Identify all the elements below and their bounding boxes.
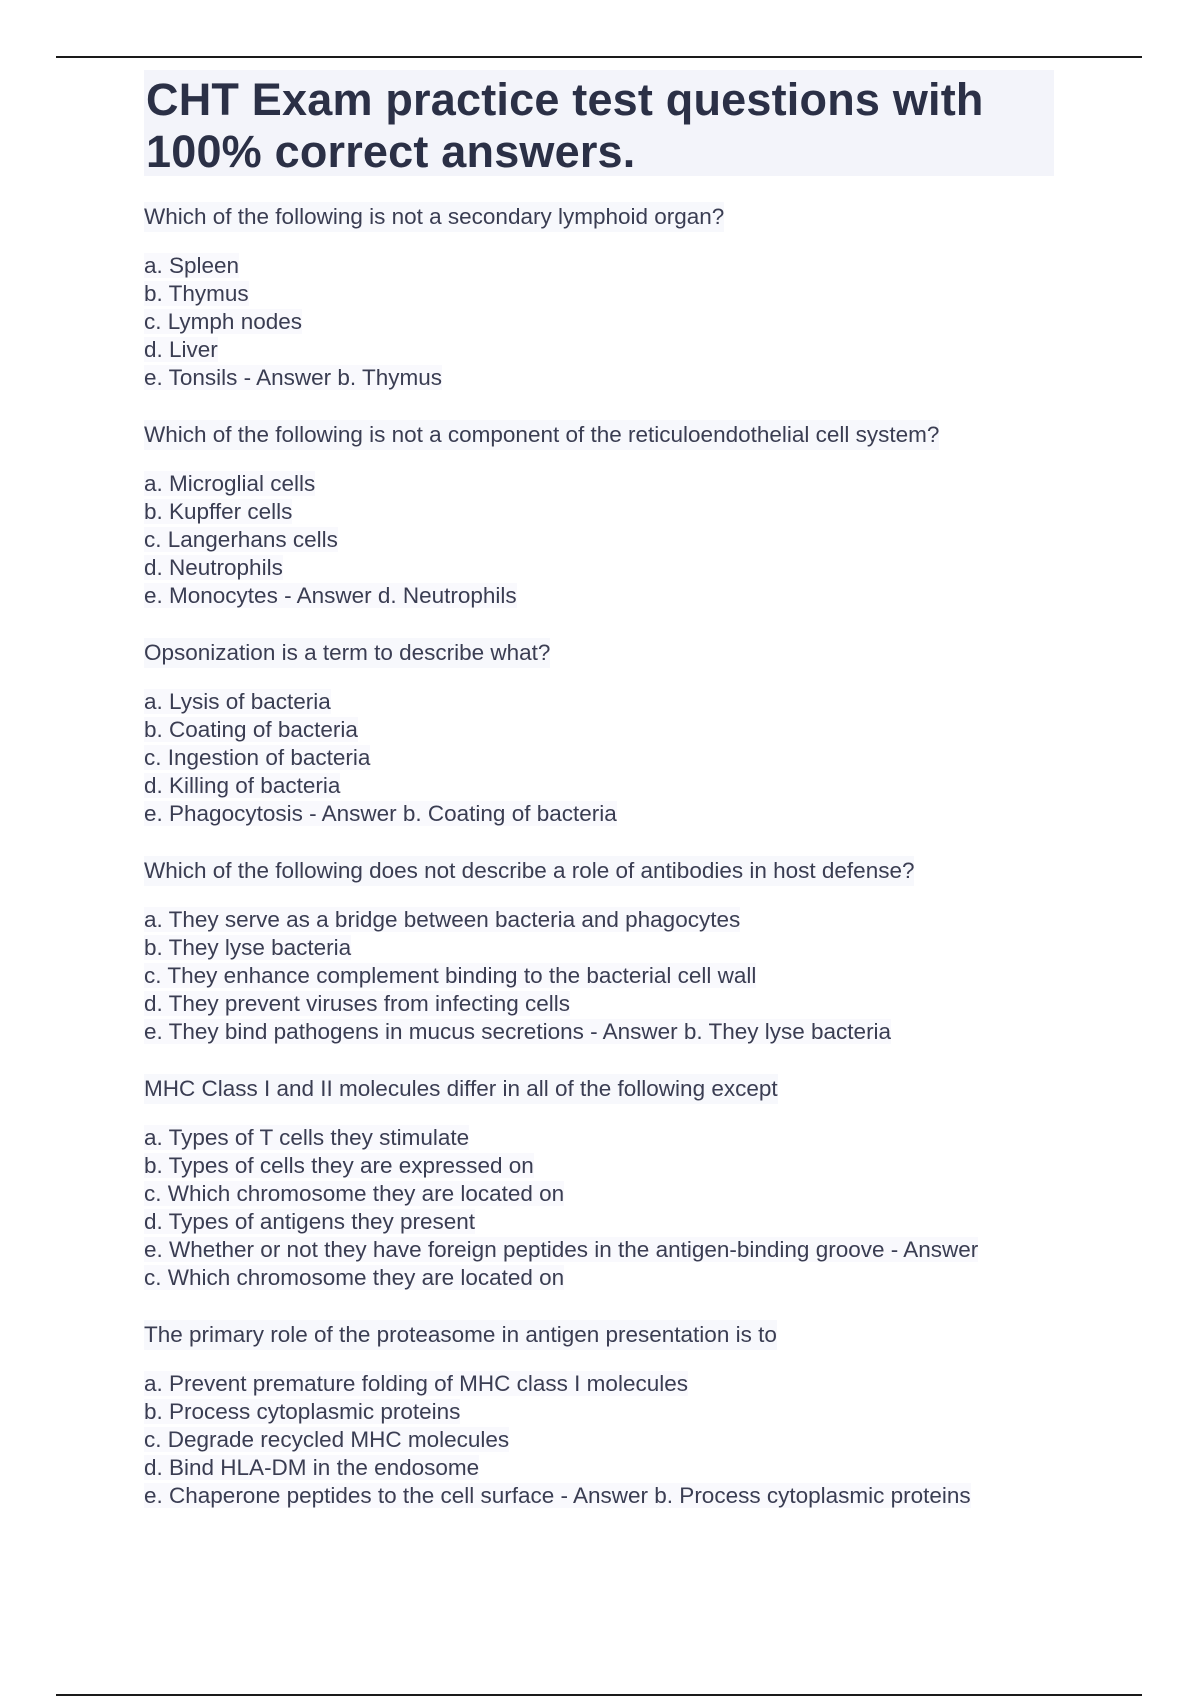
option-item bbox=[144, 308, 1054, 336]
question-text: MHC Class I and II molecules differ in all of the following except bbox=[144, 1074, 778, 1104]
bottom-rule bbox=[56, 1694, 1142, 1696]
option-item bbox=[144, 716, 1054, 744]
option-text: d. Bind HLA-DM in the endosome bbox=[144, 1455, 480, 1480]
option-text: a. Lysis of bacteria bbox=[144, 689, 331, 714]
option-item bbox=[144, 582, 1054, 610]
question-block bbox=[144, 856, 1054, 1046]
question-text: Which of the following is not a component of the reticuloendothelial cell system? bbox=[144, 420, 939, 450]
question-block bbox=[144, 638, 1054, 828]
option-item bbox=[144, 526, 1054, 554]
option-item bbox=[144, 1124, 1054, 1152]
page-title: CHT Exam practice test questions with 100% correct answers. bbox=[146, 74, 984, 177]
option-item bbox=[144, 252, 1054, 280]
option-item bbox=[144, 336, 1054, 364]
question-text: Which of the following does not describe a role of antibodies in host defense? bbox=[144, 856, 914, 886]
question-block bbox=[144, 1320, 1054, 1510]
option-text: d. Liver bbox=[144, 337, 218, 362]
option-item bbox=[144, 906, 1054, 934]
question-text: Which of the following is not a secondary lymphoid organ? bbox=[144, 202, 724, 232]
option-item bbox=[144, 1152, 1054, 1180]
option-item bbox=[144, 990, 1054, 1018]
option-text: e. They bind pathogens in mucus secretions - Answer b. They lyse bacteria bbox=[144, 1019, 892, 1044]
option-text: c. Lymph nodes bbox=[144, 309, 303, 334]
option-text: a. They serve as a bridge between bacteria and phagocytes bbox=[144, 907, 741, 932]
question-text: The primary role of the proteasome in antigen presentation is to bbox=[144, 1320, 777, 1350]
question-block bbox=[144, 420, 1054, 610]
option-item bbox=[144, 498, 1054, 526]
option-text: d. Types of antigens they present bbox=[144, 1209, 476, 1234]
options-list bbox=[144, 1370, 1054, 1510]
option-item bbox=[144, 772, 1054, 800]
option-text: a. Spleen bbox=[144, 253, 240, 278]
options-list bbox=[144, 252, 1054, 392]
option-item bbox=[144, 1180, 1054, 1208]
option-item bbox=[144, 280, 1054, 308]
option-text: d. Neutrophils bbox=[144, 555, 283, 580]
option-text: c. Degrade recycled MHC molecules bbox=[144, 1427, 510, 1452]
option-item bbox=[144, 1264, 1054, 1292]
option-item bbox=[144, 1018, 1054, 1046]
option-text: c. Which chromosome they are located on bbox=[144, 1265, 565, 1290]
option-text: c. Which chromosome they are located on bbox=[144, 1181, 565, 1206]
option-text: e. Monocytes - Answer d. Neutrophils bbox=[144, 583, 517, 608]
top-rule bbox=[56, 56, 1142, 58]
option-item bbox=[144, 364, 1054, 392]
option-text: c. Langerhans cells bbox=[144, 527, 338, 552]
question-block bbox=[144, 202, 1054, 392]
option-text: b. Coating of bacteria bbox=[144, 717, 358, 742]
option-item bbox=[144, 744, 1054, 772]
option-text: a. Prevent premature folding of MHC class I molecules bbox=[144, 1371, 688, 1396]
option-item bbox=[144, 1426, 1054, 1454]
option-text: b. Thymus bbox=[144, 281, 249, 306]
option-item bbox=[144, 1482, 1054, 1510]
option-item bbox=[144, 934, 1054, 962]
option-text: e. Tonsils - Answer b. Thymus bbox=[144, 365, 443, 390]
title-block bbox=[144, 70, 1054, 176]
document-body bbox=[144, 70, 1054, 1538]
options-list bbox=[144, 1124, 1054, 1292]
question-text: Opsonization is a term to describe what? bbox=[144, 638, 550, 668]
option-text: a. Types of T cells they stimulate bbox=[144, 1125, 470, 1150]
options-list bbox=[144, 688, 1054, 828]
option-text: c. Ingestion of bacteria bbox=[144, 745, 371, 770]
option-item bbox=[144, 1454, 1054, 1482]
option-item bbox=[144, 962, 1054, 990]
option-text: a. Microglial cells bbox=[144, 471, 316, 496]
option-text: b. They lyse bacteria bbox=[144, 935, 352, 960]
option-item bbox=[144, 1236, 1054, 1264]
option-text: d. They prevent viruses from infecting cells bbox=[144, 991, 571, 1016]
option-text: e. Chaperone peptides to the cell surface - Answer b. Process cytoplasmic proteins bbox=[144, 1483, 971, 1508]
option-item bbox=[144, 688, 1054, 716]
option-text: e. Whether or not they have foreign peptides in the antigen-binding groove - Answer bbox=[144, 1237, 979, 1262]
option-item bbox=[144, 800, 1054, 828]
options-list bbox=[144, 906, 1054, 1046]
option-item bbox=[144, 470, 1054, 498]
option-item bbox=[144, 1398, 1054, 1426]
option-text: d. Killing of bacteria bbox=[144, 773, 341, 798]
option-text: c. They enhance complement binding to the bacterial cell wall bbox=[144, 963, 757, 988]
question-block bbox=[144, 1074, 1054, 1292]
option-text: b. Types of cells they are expressed on bbox=[144, 1153, 534, 1178]
option-item bbox=[144, 1370, 1054, 1398]
option-item bbox=[144, 1208, 1054, 1236]
option-text: e. Phagocytosis - Answer b. Coating of bacteria bbox=[144, 801, 617, 826]
option-text: b. Kupffer cells bbox=[144, 499, 293, 524]
option-text: b. Process cytoplasmic proteins bbox=[144, 1399, 461, 1424]
options-list bbox=[144, 470, 1054, 610]
option-item bbox=[144, 554, 1054, 582]
